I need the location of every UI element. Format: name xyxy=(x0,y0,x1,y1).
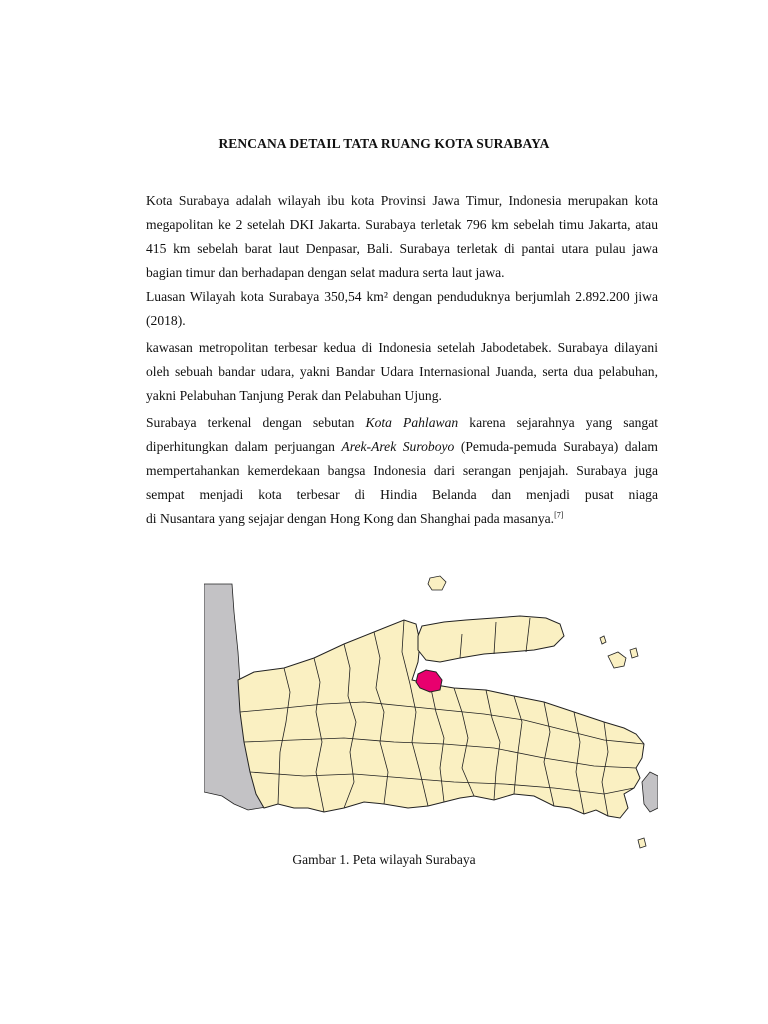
text-line: Kota Surabaya adalah wilayah ibu kota Provinsi Jawa Timur, Indonesia merupakan kota xyxy=(146,193,658,208)
text-segment: di Nusantara yang sejajar dengan Hong Kong dan Shanghai pada masanya. xyxy=(146,511,555,526)
document-title: RENCANA DETAIL TATA RUANG KOTA SURABAYA xyxy=(218,136,550,151)
text-segment: Surabaya terkenal dengan sebutan xyxy=(146,415,355,430)
text-line xyxy=(146,435,658,459)
text-line: (2018). xyxy=(146,313,186,328)
reference-mark: [7] xyxy=(554,510,564,520)
italic-term: Kota Pahlawan xyxy=(365,415,459,430)
madura-island xyxy=(418,616,564,662)
text-line: yakni Pelabuhan Tanjung Perak dan Pelabuhan Ujung. xyxy=(146,388,442,403)
text-segment: (Pemuda-pemuda Surabaya) dalam xyxy=(460,439,659,454)
text-line: oleh sebuah bandar udara, yakni Bandar Udara Internasional Juanda, serta dua pelabuhan, xyxy=(146,364,658,379)
italic-term: Arek-Arek Suroboyo xyxy=(341,439,455,454)
text-segment: diperhitungkan dalam perjuangan xyxy=(146,439,335,454)
paragraph-2 xyxy=(146,336,658,408)
figure-caption: Gambar 1. Peta wilayah Surabaya xyxy=(292,852,476,867)
small-island xyxy=(608,652,626,668)
bali-region xyxy=(642,772,658,812)
text-line: megapolitan ke 2 setelah DKI Jakarta. Surabaya terletak 796 km sebelah timu Jakarta, atau xyxy=(146,217,658,232)
small-island xyxy=(638,838,646,848)
text-line xyxy=(146,411,658,435)
text-line xyxy=(146,507,658,531)
text-line: sempat menjadi kota terbesar di Hindia Belanda dan menjadi pusat niaga xyxy=(146,487,658,502)
small-island xyxy=(428,576,446,590)
text-line: kawasan metropolitan terbesar kedua di Indonesia setelah Jabodetabek. Surabaya dilayani xyxy=(146,340,658,355)
small-island xyxy=(630,648,638,658)
text-line: mempertahankan kemerdekaan bangsa Indonesia dari serangan penjajah. Surabaya juga xyxy=(146,463,658,478)
text-line: bagian timur dan berhadapan dengan selat madura serta laut jawa. xyxy=(146,265,505,280)
paragraph-1 xyxy=(146,189,658,333)
text-segment: karena sejarahnya yang sangat xyxy=(469,415,659,430)
text-line: Luasan Wilayah kota Surabaya 350,54 km² dengan penduduknya berjumlah 2.892.200 jiwa xyxy=(146,289,658,304)
east-java-map xyxy=(204,572,658,856)
text-line: 415 km sebelah barat laut Denpasar, Bali. Surabaya terletak di pantai utara pulau jawa xyxy=(146,241,658,256)
paragraph-3 xyxy=(146,411,658,531)
small-island xyxy=(600,636,606,644)
